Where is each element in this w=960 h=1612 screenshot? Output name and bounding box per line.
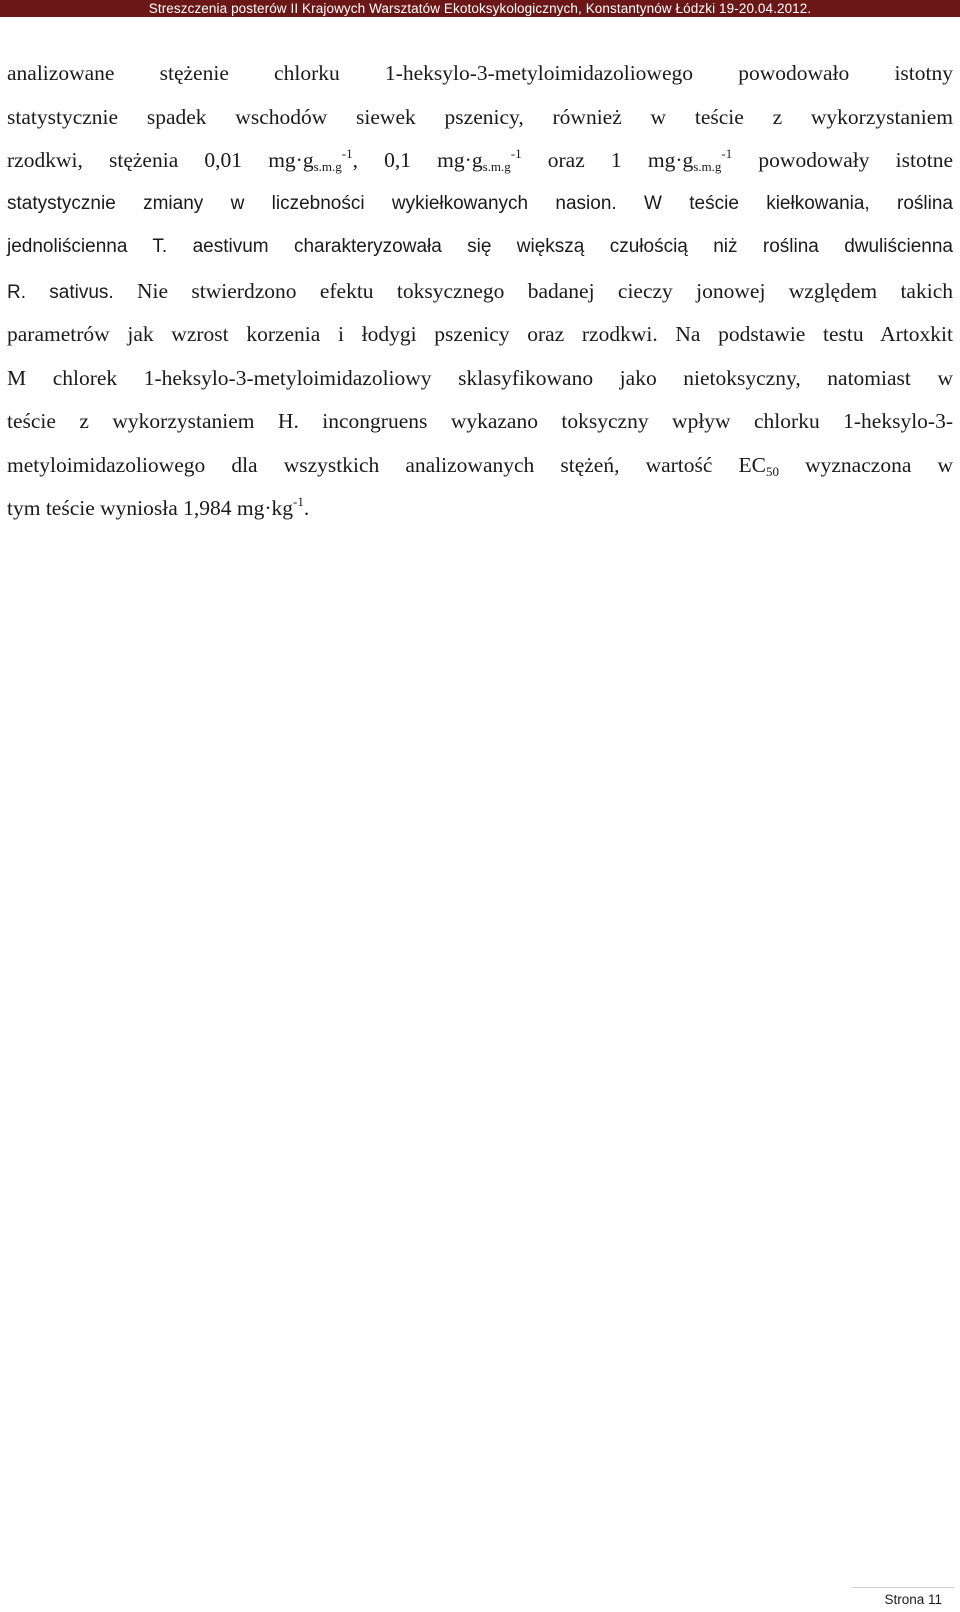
unit-subscript: s.m.g [313,159,342,174]
unit-superscript: -1 [293,494,304,509]
text-run: metyloimidazoliowego dla wszystkich analizowanych stężeń, wartość EC [7,452,767,477]
page-number: Strona 11 [884,1592,942,1607]
unit-subscript: s.m.g [482,159,511,174]
species-name: R. sativus. [7,281,114,303]
text-run: oraz 1 mg·g [521,148,694,172]
text-run: tym teście wyniosła 1,984 mg·kg [7,496,294,520]
text-run: rzodkwi, stężenia 0,01 mg·g [7,148,314,172]
abstract-body [7,56,953,535]
text-line-6 [7,274,953,318]
text-line-11 [7,491,953,535]
running-header: Streszczenia posterów II Krajowych Warsztatów Ekotoksykologicznych, Konstantynów Łódzki 19-20.04.2012. [148,1,812,16]
text-run: Nie stwierdzono efektu toksycznego badanej cieczy jonowej względem takich [113,278,953,303]
unit-superscript: -1 [341,146,353,161]
text-run: wyznaczona w [779,452,953,477]
text-run: , 0,1 mg·g [352,148,483,172]
unit-superscript: -1 [510,146,522,161]
footer-divider [852,1587,954,1588]
text-line-10 [7,448,953,492]
text-line-1: analizowane stężenie chlorku 1-heksylo-3-metyloimidazoliowego powodowało istotny [7,61,953,85]
text-line-2: statystycznie spadek wschodów siewek pszenicy, również w teście z wykorzystaniem [7,104,953,129]
text-line-7: parametrów jak wzrost korzenia i łodygi pszenicy oraz rzodkwi. Na podstawie testu Artoxkit [7,322,953,346]
text-line-8: M chlorek 1-heksylo-3-metyloimidazoliowy sklasyfikowano jako nietoksyczny, natomiast w [7,365,953,390]
unit-subscript: s.m.g [693,159,722,174]
unit-superscript: -1 [721,146,733,161]
text-line-3 [7,143,953,187]
text-line-5: jednoliścienna T. aestivum charakteryzowała się większą czułością niż roślina dwuliścienna [7,236,953,257]
text-line-4: statystycznie zmiany w liczebności wykiełkowanych nasion. W teście kiełkowania, roślina [7,192,953,214]
text-line-9: teście z wykorzystaniem H. incongruens wykazano toksyczny wpływ chlorku 1-heksylo-3- [7,409,953,433]
ec-subscript: 50 [766,463,780,479]
text-run: . [303,496,310,520]
text-run: powodowały istotne [732,148,953,172]
